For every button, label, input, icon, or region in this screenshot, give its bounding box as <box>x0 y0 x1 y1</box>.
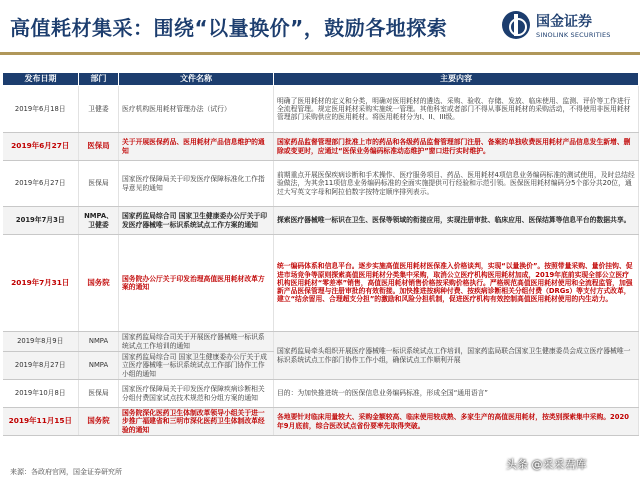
row-doc: 国家医疗保障局关于印发医疗保障标准化工作指导意见的通知 <box>119 161 274 207</box>
table-header-row <box>3 73 639 86</box>
row-doc: 国家药监局综合司 国家卫生健康委办公厅关于成立医疗器械唯一标识系统试点工作部门协作工作小组的通知 <box>119 352 274 380</box>
header-divider <box>0 52 640 55</box>
row-date: 2019年7月3日 <box>3 207 79 235</box>
row-doc: 国务院深化医药卫生体制改革领导小组关于进一步推广福建省和三明市深化医药卫生体制改革经验的通知 <box>119 408 274 436</box>
row-content: 明确了医用耗材的定义和分类，明确对医用耗材的遴选、采购、验收、存储、发放、临床使用、监测、评价等工作进行全流程管理。规定医用耗材采购实施统一管理。其他科室或者部门不得从事医用耗材的采购活动，不得使用非医用耗材管理部门采购供应的医用耗材。将医用耗材分为I、II、III级。 <box>274 86 639 133</box>
page-title: 高值耗材集采：围绕“以量换价”，鼓励各地探索 <box>10 16 448 40</box>
column-header-doc: 文件名称 <box>119 73 274 86</box>
logo-text-cn: 国金证券 <box>536 14 592 30</box>
table-row <box>3 332 639 352</box>
column-header-dept: 部门 <box>79 73 119 86</box>
table-row <box>3 133 639 161</box>
row-dept: 医保局 <box>79 380 119 408</box>
sinolink-logo-icon <box>502 11 530 39</box>
source-note: 来源：各政府官网，国金证券研究所 <box>10 468 122 476</box>
table-row <box>3 408 639 436</box>
row-dept: 卫健委 <box>79 86 119 133</box>
row-doc: 国务院办公厅关于印发治理高值医用耗材改革方案的通知 <box>119 235 274 332</box>
row-dept: 医保局 <box>79 133 119 161</box>
row-date: 2019年6月27日 <box>3 161 79 207</box>
row-dept: NMPA <box>79 332 119 352</box>
row-doc: 国家医疗保障局关于印发医疗保障疾病诊断相关分组付费国家试点技术规范和分组方案的通知 <box>119 380 274 408</box>
row-dept: 国务院 <box>79 408 119 436</box>
table-row <box>3 380 639 408</box>
row-date: 2019年6月18日 <box>3 86 79 133</box>
column-header-content: 主要内容 <box>274 73 639 86</box>
row-doc: 医疗机构医用耗材管理办法（试行） <box>119 86 274 133</box>
row-date: 2019年10月8日 <box>3 380 79 408</box>
row-content: 统一编码体系和信息平台。逐步实施高值医用耗材医保准入价格谈判，实现“以量换价”。按照带量采购、量价挂钩、促进市场竞争等原则探索高值医用耗材分类集中采购，取消公立医疗机构医用耗材加成，2019年底前实现全部公立医疗机构医用耗材“零差率”销售，高值医用耗材销售价格按采购价格执行。严格规范高值医用耗材使用和全流程监管，加强新产品医保管理与注册审批的有效衔接。加快推进按病种付费、按疾病诊断相关分组付费（DRGs）等支付方式改革，建立“结余留用、合理超支分担”的激励和风险分担机制，促进医疗机构有效控制高值医用耗材使用的内生动力。 <box>274 235 639 332</box>
row-doc: 国家药监局综合司 国家卫生健康委办公厅关于印发医疗器械唯一标识系统试点工作方案的通知 <box>119 207 274 235</box>
row-date: 2019年7月31日 <box>3 235 79 332</box>
row-doc: 国家药监局综合司关于开展医疗器械唯一标识系统试点工作培训的通知 <box>119 332 274 352</box>
policy-table <box>2 72 639 436</box>
row-content: 国家药品监督管理部门批准上市的药品和各级药品监督管理部门注册、备案的单独收费医用耗材产品信息发生新增、删除或变更时，应通过“医保业务编码标准动态维护”窗口进行实时维护。 <box>274 133 639 161</box>
row-doc: 关于开展医保药品、医用耗材产品信息维护的通知 <box>119 133 274 161</box>
row-content: 国家药监局牵头组织开展医疗器械唯一标识系统试点工作培训，国家药监局联合国家卫生健康委员会成立医疗器械唯一标识系统试点工作部门协作工作小组，确保试点工作顺利开展 <box>274 332 639 380</box>
row-dept: NMPA、卫健委 <box>79 207 119 235</box>
row-content: 前期重点开展医保疾病诊断和手术操作、医疗服务项目、药品、医用耗材4项信息业务编码标准的测试使用，及时总结经验做法，为其余11项信息业务编码标准的全面实施提供可行经验和示范引领。医保医用耗材编码分5个部分共20位，通过大写英文字母和阿拉伯数字按特定顺序排列表示。 <box>274 161 639 207</box>
row-dept: 医保局 <box>79 161 119 207</box>
row-content: 目的：为加快推进统一的医保信息业务编码标准，形成全国“通用语言” <box>274 380 639 408</box>
row-date: 2019年11月15日 <box>3 408 79 436</box>
row-date: 2019年6月27日 <box>3 133 79 161</box>
table-row <box>3 161 639 207</box>
watermark-text: 头条 @采采君库 <box>506 458 587 471</box>
table-row <box>3 235 639 332</box>
slide-header <box>0 0 640 58</box>
row-date: 2019年8月9日 <box>3 332 79 352</box>
sinolink-logo <box>502 9 634 49</box>
logo-text-en: SINOLINK SECURITIES <box>536 31 611 39</box>
table-row <box>3 86 639 133</box>
row-content: 探索医疗器械唯一标识在卫生、医保等领域的衔接应用，实现注册审批、临床应用、医保结算等信息平台的数据共享。 <box>274 207 639 235</box>
table-row <box>3 207 639 235</box>
row-content: 各地要针对临床用量较大、采购金额较高、临床使用较成熟、多家生产的高值医用耗材，按类别探索集中采购。2020年9月底前，综合医改试点省份要率先取得突破。 <box>274 408 639 436</box>
row-date: 2019年8月27日 <box>3 352 79 380</box>
row-dept: 国务院 <box>79 235 119 332</box>
column-header-date: 发布日期 <box>3 73 79 86</box>
row-dept: NMPA <box>79 352 119 380</box>
